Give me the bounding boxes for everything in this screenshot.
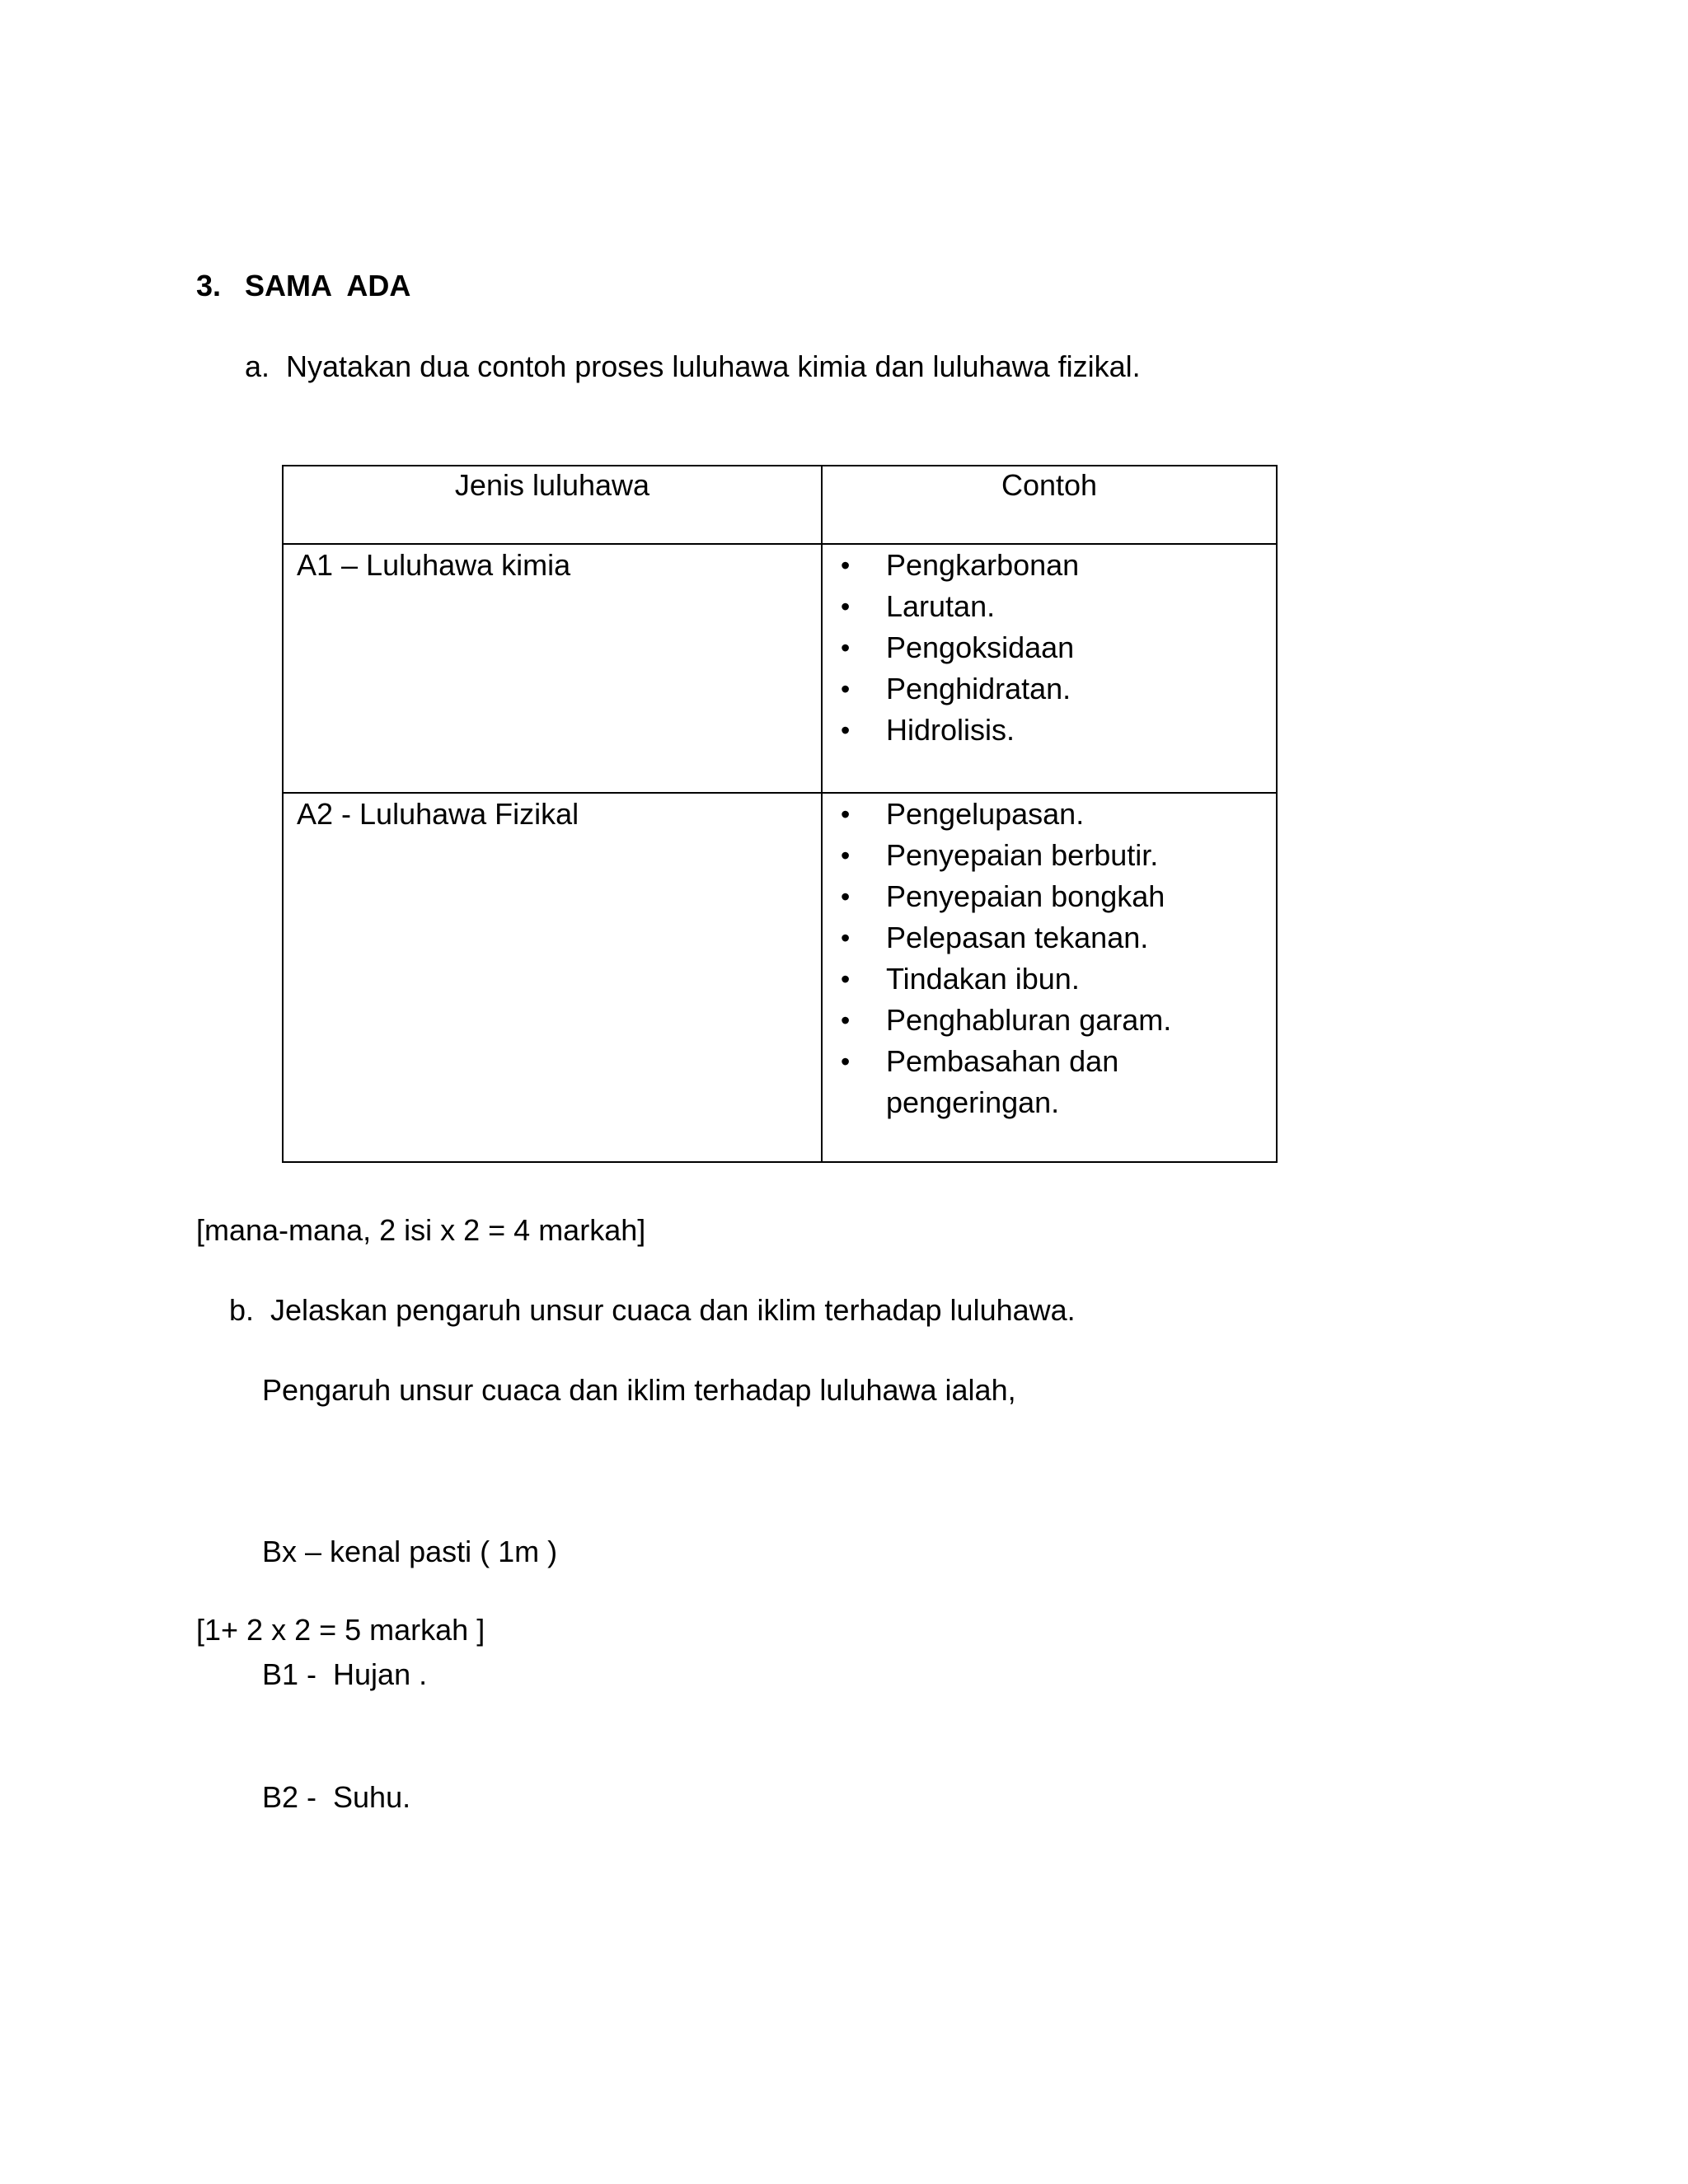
examples-cell xyxy=(822,544,1277,793)
example-label: Tindakan ibun. xyxy=(886,962,1080,996)
examples-list xyxy=(823,545,1276,751)
bullet-icon: • xyxy=(841,923,851,953)
category-label: A1 – Luluhawa kimia xyxy=(297,548,571,582)
header-cell-jenis xyxy=(283,466,822,544)
example-label: Pengelupasan. xyxy=(886,797,1085,831)
bullet-icon: • xyxy=(841,551,851,580)
list-item xyxy=(823,710,1276,751)
list-item xyxy=(823,1000,1276,1041)
section-title: SAMA ADA xyxy=(245,269,411,302)
examples-list xyxy=(823,794,1276,1123)
example-label: Larutan. xyxy=(886,589,996,623)
example-label: Penghabluran garam. xyxy=(886,1003,1172,1037)
example-label: Pengkarbonan xyxy=(886,548,1080,582)
category-cell xyxy=(283,793,822,1162)
list-item xyxy=(823,917,1276,958)
bullet-icon: • xyxy=(841,882,851,912)
bullet-icon: • xyxy=(841,964,851,994)
answer-point: B2 - Suhu. xyxy=(262,1780,411,1814)
examples-cell xyxy=(822,793,1277,1162)
example-label: Pembasahan dan pengeringan. xyxy=(886,1044,1119,1119)
bullet-icon: • xyxy=(841,715,851,745)
example-label: Penghidratan. xyxy=(886,672,1071,705)
table-row xyxy=(283,544,1277,793)
question-a-text: a. Nyatakan dua contoh proses luluhawa kimia dan luluhawa fizikal. xyxy=(245,349,1141,383)
example-label: Hidrolisis. xyxy=(886,713,1015,747)
list-item xyxy=(823,586,1276,627)
list-item xyxy=(823,1041,1150,1123)
table-row xyxy=(283,793,1277,1162)
bullet-icon: • xyxy=(841,799,851,829)
bullet-icon: • xyxy=(841,674,851,704)
list-item xyxy=(823,835,1276,876)
table-header-row xyxy=(283,466,1277,544)
weathering-table xyxy=(282,465,1278,1163)
category-cell xyxy=(283,544,822,793)
list-item xyxy=(823,794,1276,835)
answer-point: B1 - Hujan . xyxy=(262,1657,428,1691)
list-item xyxy=(823,876,1276,917)
list-item xyxy=(823,627,1276,668)
bullet-icon: • xyxy=(841,1005,851,1035)
answer-intro: Pengaruh unsur cuaca dan iklim terhadap luluhawa ialah, xyxy=(262,1373,1016,1407)
list-item xyxy=(823,545,1276,586)
list-item xyxy=(823,668,1276,710)
bullet-icon: • xyxy=(841,633,851,663)
header-cell-contoh xyxy=(822,466,1277,544)
marks-b: [1+ 2 x 2 = 5 markah ] xyxy=(196,1613,485,1647)
example-label: Penyepaian berbutir. xyxy=(886,838,1159,872)
header-label: Jenis luluhawa xyxy=(454,468,650,502)
list-item xyxy=(823,958,1276,1000)
answer-point: Bx – kenal pasti ( 1m ) xyxy=(262,1535,558,1568)
marks-a: [mana-mana, 2 isi x 2 = 4 markah] xyxy=(196,1213,646,1247)
example-label: Pelepasan tekanan. xyxy=(886,921,1149,954)
example-label: Penyepaian bongkah xyxy=(886,879,1165,913)
answer-points xyxy=(262,1449,557,1858)
example-label: Pengoksidaan xyxy=(886,630,1075,664)
section-number: 3. xyxy=(196,269,222,302)
bullet-icon: • xyxy=(841,592,851,621)
question-b-text: b. Jelaskan pengaruh unsur cuaca dan iklim terhadap luluhawa. xyxy=(229,1293,1076,1327)
bullet-icon: • xyxy=(841,1047,851,1076)
header-label: Contoh xyxy=(1001,468,1098,502)
category-label: A2 - Luluhawa Fizikal xyxy=(297,797,579,831)
bullet-icon: • xyxy=(841,841,851,870)
